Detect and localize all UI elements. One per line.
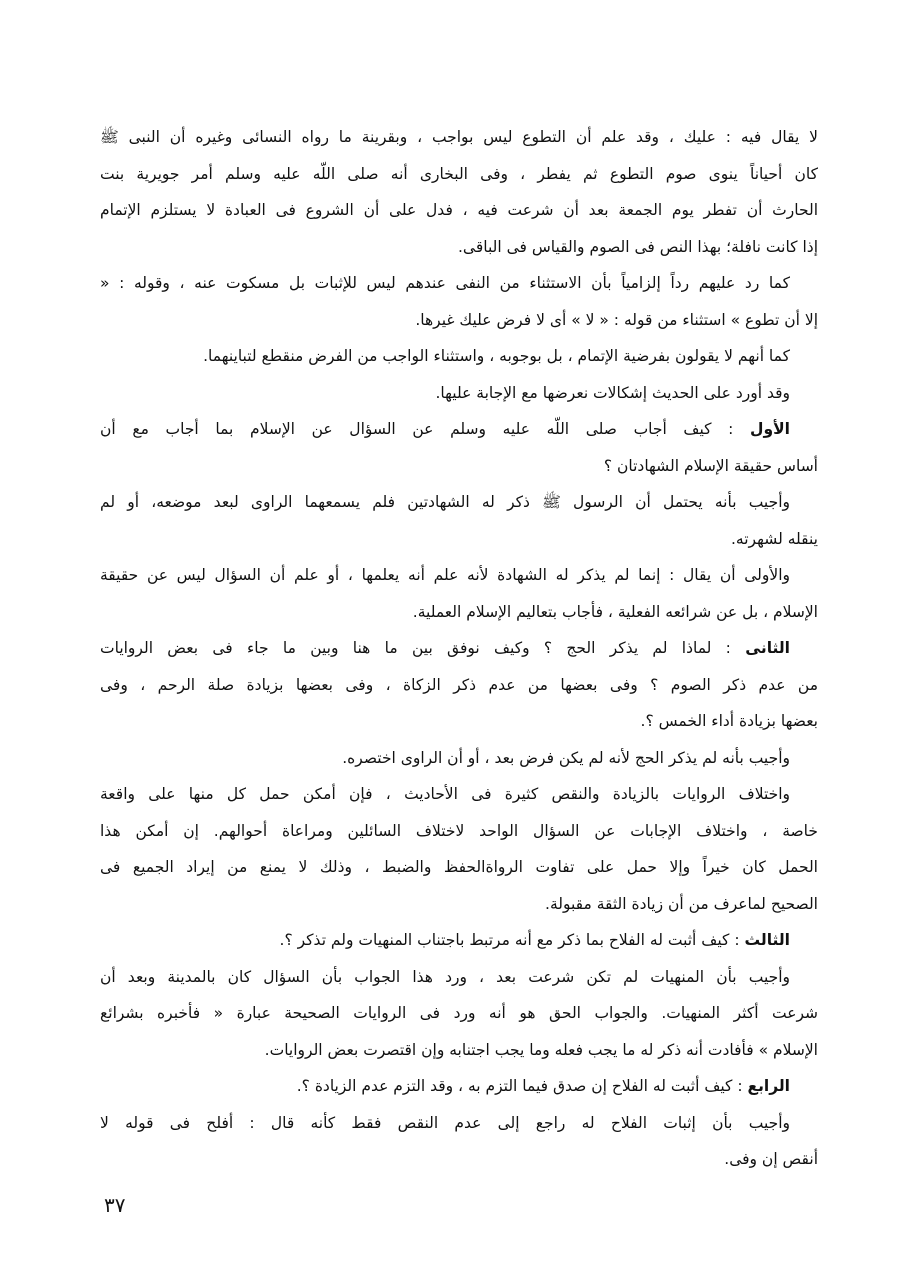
text-line [100, 229, 818, 266]
text-line [100, 1141, 818, 1178]
question-label: الثانى [745, 639, 790, 657]
text-line [100, 1032, 818, 1069]
text-line [100, 813, 818, 850]
text-line [100, 667, 818, 704]
text-line [100, 995, 818, 1032]
question-label: الأول [750, 420, 790, 438]
text-line [100, 521, 818, 558]
paragraph [100, 740, 818, 777]
paragraph [100, 776, 818, 922]
question-paragraph [100, 630, 818, 740]
line-text: لا يقال فيه : عليك ، وقد علم أن التطوع ليس بواجب ، وبقرينة ما رواه النسائى وغيره أن النبى ﷺ [100, 128, 818, 146]
line-text: من عدم ذكر الصوم ؟ وفى بعضها من عدم ذكر الزكاة ، وفى بعضها بزيادة صلة الرحم ، وفى [100, 675, 818, 694]
question-paragraph [100, 411, 818, 484]
line-text: كان أحياناً ينوى صوم التطوع ثم يفطر ، وفى البخارى أنه صلى اللّه عليه وسلم أمر جويرية بنت [100, 164, 818, 183]
line-text: : كيف أثبت له الفلاح إن صدق فيما التزم به ، وقد التزم عدم الزيادة ؟. [296, 1077, 748, 1095]
line-text: والأولى أن يقال : إنما لم يذكر له الشهادة لأنه علم أنه يعلمها ، أو علم أن السؤال ليس عن حقيقة [100, 566, 790, 584]
text-line [100, 448, 818, 485]
line-text: : كيف أثبت له الفلاح بما ذكر مع أنه مرتبط باجتناب المنهيات ولم تذكر ؟. [279, 931, 745, 949]
line-text: الحارث أن تفطر يوم الجمعة بعد أن شرعت فيه ، فدل على أن الشروع فى العبادة لا يستلزم الإتمام [100, 201, 818, 219]
line-text: كما أنهم لا يقولون بفرضية الإتمام ، بل بوجوبه ، واستثناء الواجب من الفرض منقطع لتباينهما. [203, 347, 790, 365]
line-text: خاصة ، واختلاف الإجابات عن السؤال الواحد لاختلاف السائلين ومراعاة أحوالهم. إن أمكن هذا [100, 821, 818, 840]
page-body [100, 119, 818, 1178]
line-text: إلا أن تطوع » استثناء من قوله : « لا » أى لا فرض عليك غيرها. [415, 310, 818, 329]
text-line [100, 338, 818, 375]
text-line [100, 411, 818, 448]
text-line [100, 1105, 818, 1142]
line-text: الإسلام ، بل عن شرائعه الفعلية ، فأجاب بتعاليم الإسلام العملية. [412, 602, 818, 621]
line-text: : كيف أجاب صلى اللّه عليه وسلم عن السؤال عن الإسلام بما أجاب مع أن [100, 420, 751, 438]
paragraph [100, 375, 818, 412]
text-line [100, 1068, 818, 1105]
text-line [100, 192, 818, 229]
line-text: كما رد عليهم رداً إلزامياً بأن الاستثناء من النفى عندهم ليس للإثبات بل مسكوت عنه ، وقوله : « [100, 274, 790, 292]
text-line [100, 484, 818, 521]
paragraph [100, 1105, 818, 1178]
text-line [100, 557, 818, 594]
line-text: أساس حقيقة الإسلام الشهادتان ؟ [603, 456, 818, 475]
line-text: واختلاف الروايات بالزيادة والنقص كثيرة فى الأحاديث ، فإن أمكن حمل كل منها على واقعة [100, 785, 790, 803]
text-line [100, 302, 818, 339]
line-text: الصحيح لماعرف من أن زيادة الثقة مقبولة. [545, 894, 818, 913]
line-text: وأجيب بأنه لم يذكر الحج لأنه لم يكن فرض بعد ، أو أن الراوى اختصره. [342, 748, 790, 767]
line-text: الإسلام » فأفادت أنه ذكر له ما يجب فعله وما يجب اجتنابه وإن اقتصرت بعض الروايات. [264, 1040, 818, 1059]
text-line [100, 740, 818, 777]
text-line [100, 156, 818, 193]
text-line [100, 630, 818, 667]
line-text: وقد أورد على الحديث إشكالات نعرضها مع الإجابة عليها. [435, 383, 790, 402]
text-line [100, 922, 818, 959]
text-line [100, 849, 818, 886]
text-line [100, 265, 818, 302]
paragraph [100, 119, 818, 265]
text-line [100, 886, 818, 923]
line-text: إذا كانت نافلة؛ بهذا النص فى الصوم والقياس فى الباقى. [458, 237, 818, 256]
line-text: وأجيب بأنه يحتمل أن الرسول ﷺ ذكر له الشهادتين فلم يسمعهما الراوى لبعد موضعه، أو لم [100, 493, 790, 511]
text-line [100, 594, 818, 631]
page-number: ٣٧ [104, 1193, 126, 1217]
text-line [100, 959, 818, 996]
paragraph [100, 557, 818, 630]
question-label: الرابع [747, 1077, 790, 1095]
text-line [100, 703, 818, 740]
text-line [100, 375, 818, 412]
line-text: وأجيب بأن المنهيات لم تكن شرعت بعد ، ورد هذا الجواب بأن السؤال كان بالمدينة وبعد أن [100, 967, 790, 986]
line-text: ينقله لشهرته. [731, 529, 818, 548]
text-line [100, 119, 818, 156]
line-text: وأجيب بأن إثبات الفلاح له راجع إلى عدم النقص فقط كأنه قال : أفلح فى قوله لا [100, 1113, 790, 1132]
line-text: الحمل كان خيراً وإلا حمل على تفاوت الرواةالحفظ والضبط ، وذلك لا يمنع من إيراد الجميع فى [100, 858, 818, 876]
line-text: : لماذا لم يذكر الحج ؟ وكيف نوفق بين ما هنا وبين ما جاء فى بعض الروايات [100, 639, 746, 657]
paragraph [100, 338, 818, 375]
paragraph [100, 265, 818, 338]
line-text: أنقص إن وفى. [724, 1150, 818, 1168]
line-text: شرعت أكثر المنهيات. والجواب الحق هو أنه ورد فى الروايات الصحيحة عبارة « فأخبره بشرائع [100, 1004, 818, 1022]
question-paragraph [100, 922, 818, 959]
question-paragraph [100, 1068, 818, 1105]
paragraph [100, 484, 818, 557]
text-line [100, 776, 818, 813]
paragraph [100, 959, 818, 1069]
line-text: بعضها بزيادة أداء الخمس ؟. [640, 712, 818, 730]
question-label: الثالث [744, 931, 790, 949]
